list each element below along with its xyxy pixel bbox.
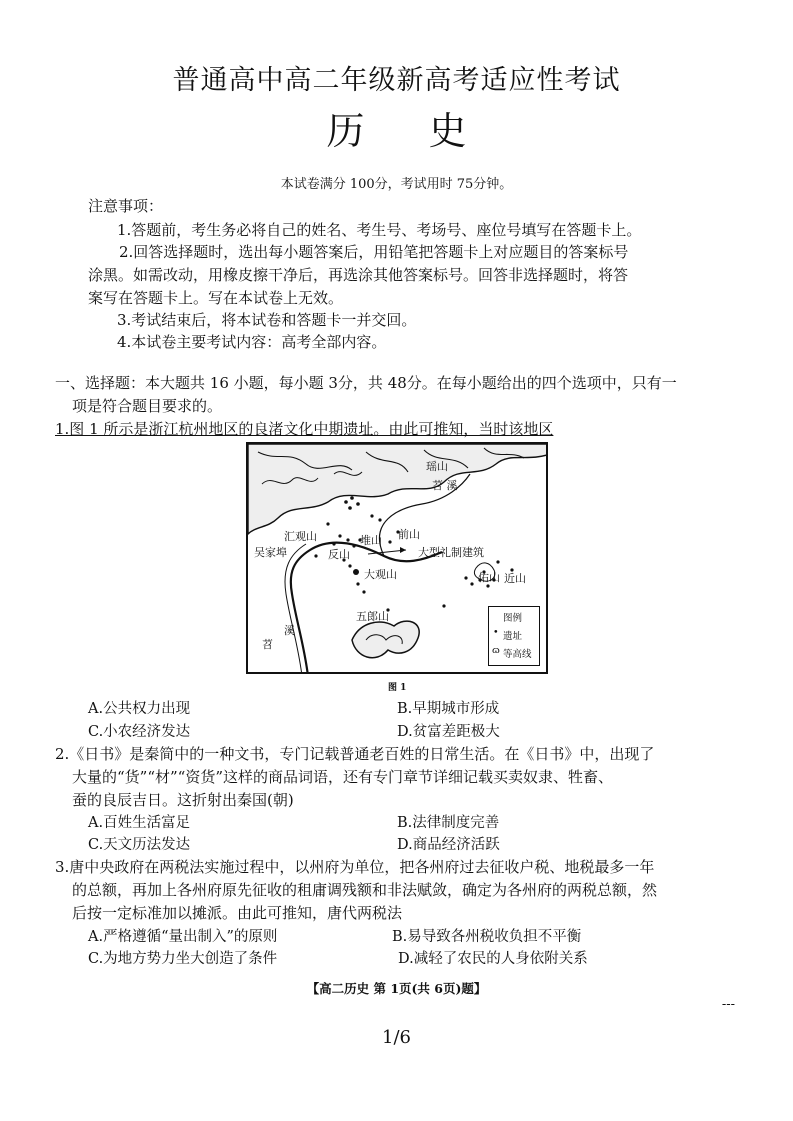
legend-site-label: 遗址: [503, 631, 523, 642]
q1-option-a[interactable]: A.公共权力出现: [88, 701, 191, 717]
label-wulangshan: 五郎山: [356, 610, 389, 623]
notice-line-4: 案写在答题卡上。写在本试卷上无效。: [88, 289, 344, 307]
label-tiaoxi-top: 苕 溪: [432, 479, 458, 492]
map-legend: [488, 606, 540, 666]
question-2-stem-line-2: 大量的“货”“材”“资货”这样的商品词语，还有专门章节详细记载买卖奴隶、牲畜、: [72, 768, 614, 786]
label-jiashan: 佑山: [478, 571, 500, 584]
q3-option-c[interactable]: C.为地方势力坐大创造了条件: [88, 951, 278, 967]
label-wujiabu: 吴家埠: [254, 546, 287, 559]
footer-dashes: ---: [721, 997, 735, 1012]
subject-title: 历史: [326, 109, 531, 153]
q3-option-d[interactable]: D.减轻了农民的人身依附关系: [398, 951, 588, 967]
q1-option-c[interactable]: C.小农经济发达: [88, 724, 191, 740]
notice-line-1: 1.答题前，考生务必将自己的姓名、考生号、考场号、座位号填写在答题卡上。: [117, 221, 642, 239]
section-header-line-1: 一、选择题：本大题共 16 小题，每小题 3分，共 48分。在每小题给出的四个选项中，只有一: [55, 374, 677, 392]
label-yaoshan: 瑶山: [426, 460, 448, 473]
notice-line-2: 2.回答选择题时，选出每小题答案后，用铅笔把答题卡上对应题目的答案标号: [119, 243, 629, 261]
label-duishan: 堆山: [360, 534, 382, 547]
question-3-stem-line-2: 的总额，再加上各州府原先征收的租庸调残额和非法赋敛，确定为各州府的两税总额，然: [72, 881, 658, 899]
label-xi: 溪: [284, 624, 295, 637]
label-building: 大型礼制建筑: [418, 546, 484, 559]
label-fanshan: 反山: [328, 548, 350, 561]
building-pointer-head: [400, 547, 406, 553]
q2-option-a[interactable]: A.百姓生活富足: [88, 815, 191, 831]
notice-line-6: 4.本试卷主要考试内容：高考全部内容。: [117, 333, 387, 351]
legend-contour-label: 等高线: [503, 649, 532, 660]
question-2-stem-line-1: 2.《日书》是秦简中的一种文书，专门记载普通老百姓的日常生活。在《日书》中，出现了: [55, 745, 655, 763]
page-footer: 【高二历史 第 1页(共 6页)题】: [306, 981, 487, 996]
q3-option-a[interactable]: A.严格遵循“量出制入”的原则: [88, 929, 278, 945]
notice-heading: 注意事项：: [88, 197, 164, 215]
label-jinshan: 近山: [504, 572, 526, 585]
legend-site-dot: •: [493, 627, 499, 638]
page-number: 1/6: [382, 1027, 411, 1048]
exam-title: 普通高中高二年级新高考适应性考试: [172, 65, 621, 96]
notice-line-5: 3.考试结束后，将本试卷和答题卡一并交回。: [117, 311, 417, 329]
label-tiao: 苕: [262, 638, 273, 651]
exam-info: 本试卷满分 100分，考试用时 75分钟。: [280, 177, 513, 192]
figure-caption: 图 1: [388, 683, 407, 693]
question-3-stem-line-1: 3.唐中央政府在两税法实施过程中，以州府为单位，把各州府过去征收户税、地税最多一年: [55, 858, 655, 876]
notice-line-3: 涂黑。如需改动，用橡皮擦干净后，再选涂其他答案标号。回答非选择题时，将答: [88, 266, 629, 284]
question-2-stem-line-3: 蚕的良辰吉日。这折射出秦国(朝): [72, 791, 294, 809]
label-huiguanshan: 汇观山: [284, 530, 317, 543]
question-3-stem-line-3: 后按一定标准加以摊派。由此可推知，唐代两税法: [72, 904, 403, 922]
liangzhu-map: [246, 442, 548, 674]
q2-option-c[interactable]: C.天文历法发达: [88, 837, 191, 853]
section-header-line-2: 项是符合题目要求的。: [72, 397, 223, 415]
q2-option-d[interactable]: D.商品经济活跃: [397, 837, 500, 853]
legend-title: 图例: [503, 613, 523, 624]
question-1-stem: 1.图 1 所示是浙江杭州地区的良渚文化中期遗址。由此可推知，当时该地区: [55, 420, 554, 438]
legend-contour-icon: ɷ: [492, 645, 500, 656]
q1-option-b[interactable]: B.早期城市形成: [397, 701, 500, 717]
label-qianshan: 前山: [398, 528, 420, 541]
q1-option-d[interactable]: D.贫富差距极大: [397, 724, 500, 740]
label-daguanshan: 大观山: [364, 568, 397, 581]
q3-option-b[interactable]: B.易导致各州税收负担不平衡: [392, 929, 582, 945]
q2-option-b[interactable]: B.法律制度完善: [397, 815, 500, 831]
